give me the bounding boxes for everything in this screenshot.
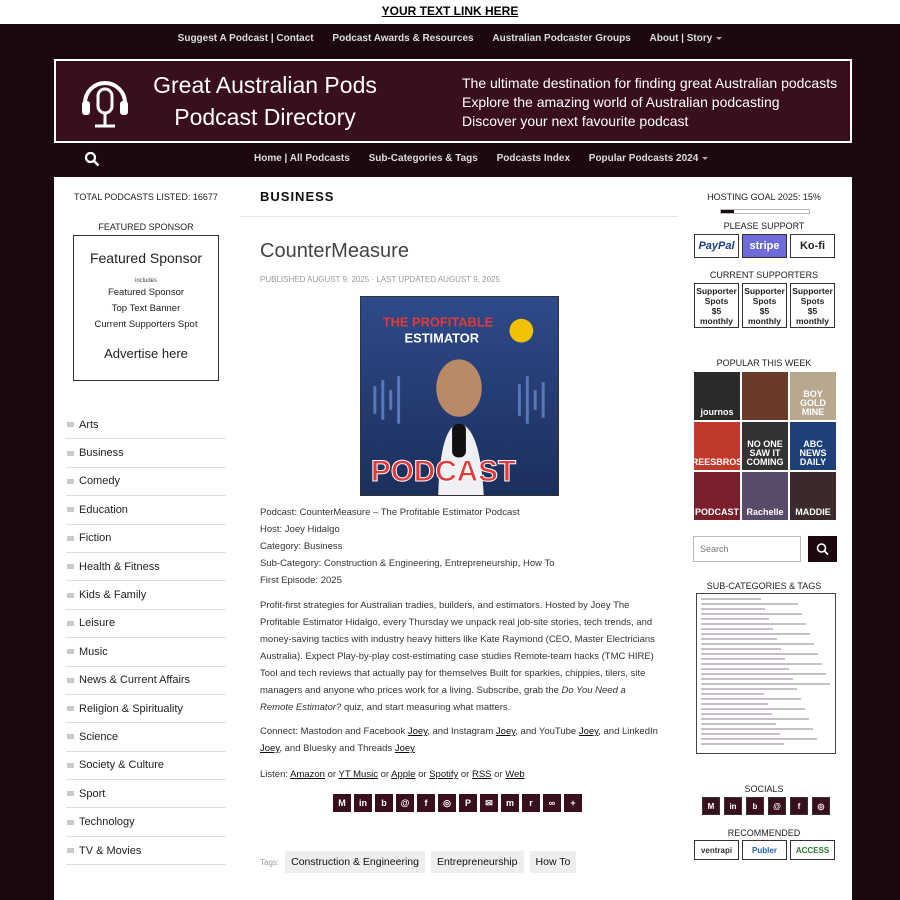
cover-podcast-text: PODCAST — [370, 455, 517, 489]
tag-cloud-line — [701, 723, 776, 725]
section-title: BUSINESS — [260, 189, 335, 204]
folder-icon — [67, 621, 74, 626]
facebook-icon[interactable]: f — [790, 797, 808, 815]
nav-index[interactable]: Podcasts Index — [496, 153, 570, 164]
connect-text: , and Bluesky and Threads — [279, 743, 395, 754]
connect-text: Connect: Mastodon and Facebook — [260, 726, 408, 737]
featured-line-2: Top Text Banner — [111, 303, 181, 314]
category-label: Business — [79, 447, 124, 460]
featured-includes: includes — [134, 278, 157, 284]
popular-podcast-thumb[interactable]: ABC NEWS DAILY — [790, 422, 836, 470]
socials-label: SOCIALS — [744, 784, 784, 794]
tag-cloud-line — [701, 623, 806, 625]
category-item[interactable] — [66, 808, 226, 836]
email-icon[interactable]: ✉ — [480, 794, 498, 812]
mastodon-icon[interactable]: M — [702, 797, 720, 815]
reddit-icon[interactable]: r — [522, 794, 540, 812]
connect-facebook-link[interactable]: Joey — [407, 726, 428, 737]
category-label: Society & Culture — [79, 759, 164, 772]
category-label: Music — [79, 645, 108, 658]
top-text-link[interactable]: YOUR TEXT LINK HERE — [381, 4, 519, 18]
supporter-line: Supporter — [792, 286, 833, 296]
category-item[interactable] — [66, 411, 226, 439]
listen-separator: or — [491, 769, 506, 780]
page-title: CounterMeasure — [260, 240, 409, 262]
connect-threads-link[interactable]: Joey — [394, 743, 415, 754]
page-content — [54, 177, 852, 900]
folder-icon — [67, 791, 74, 796]
folder-icon — [67, 734, 74, 739]
category-item[interactable] — [66, 667, 226, 695]
tag-cloud-line — [701, 733, 780, 735]
detail-podcast: Podcast: CounterMeasure – The Profitable Estimator Podcast — [260, 507, 520, 518]
featured-line-3: Current Supporters Spot — [94, 319, 198, 330]
popular-podcast-thumb[interactable] — [742, 372, 788, 420]
listen-separator: or — [377, 769, 392, 780]
folder-icon — [67, 507, 74, 512]
nav-subcategories[interactable]: Sub-Categories & Tags — [368, 153, 478, 164]
stripe-button[interactable]: stripe — [742, 234, 787, 258]
category-item[interactable] — [66, 525, 226, 553]
category-item[interactable] — [66, 581, 226, 609]
category-label: Religion & Spirituality — [79, 702, 183, 715]
tag-link[interactable]: How To — [530, 851, 577, 873]
category-item[interactable] — [66, 638, 226, 666]
please-support-label: PLEASE SUPPORT — [723, 221, 805, 231]
category-label: Science — [79, 730, 119, 743]
more-icon[interactable]: + — [564, 794, 582, 812]
instagram-icon[interactable]: ◎ — [812, 797, 830, 815]
tag-cloud-line — [701, 688, 797, 690]
category-label: Education — [79, 503, 128, 516]
post-tags — [260, 851, 576, 873]
category-label: Sport — [79, 787, 106, 800]
category-item[interactable] — [66, 837, 226, 865]
supporter-line: Spots — [800, 296, 825, 306]
category-label: Leisure — [79, 617, 116, 630]
copy-link-icon[interactable]: ∞ — [543, 794, 561, 812]
category-item[interactable] — [66, 752, 226, 780]
supporter-line: monthly — [747, 316, 782, 326]
tagline-3: Discover your next favourite podcast — [462, 113, 689, 129]
description-end: quiz, and start measuring what matters. — [341, 702, 511, 713]
tag-cloud-line — [701, 718, 809, 720]
tag-link[interactable]: Entrepreneurship — [431, 851, 524, 873]
cover-title-line1: THE PROFITABLE — [382, 314, 494, 330]
topnav-awards[interactable]: Podcast Awards & Resources — [332, 33, 474, 44]
listen-link[interactable]: Amazon — [290, 769, 325, 780]
supporter-spot[interactable] — [790, 283, 835, 328]
podcast-description — [260, 597, 660, 716]
folder-icon — [67, 649, 74, 654]
hosting-goal-progress — [720, 209, 810, 214]
category-label: Technology — [79, 816, 135, 829]
tag-cloud-line — [701, 678, 793, 680]
tag-cloud-line — [701, 633, 810, 635]
detail-category: Category: Business — [260, 541, 343, 552]
listen-links — [260, 766, 525, 783]
description-quiz-title: Do You Need a Remote Estimator? — [260, 685, 626, 713]
threads-icon[interactable]: @ — [396, 794, 414, 812]
connect-linkedin-link[interactable]: Joey — [260, 743, 280, 754]
total-podcasts: TOTAL PODCASTS LISTED: 16677 — [74, 192, 218, 202]
tag-cloud-line — [701, 698, 801, 700]
recommended-publer[interactable]: Publer — [742, 840, 787, 860]
folder-icon — [67, 848, 74, 853]
featured-line-1: Featured Sponsor — [107, 287, 185, 298]
connect-youtube-link[interactable]: Joey — [578, 726, 599, 737]
hosting-goal-label: HOSTING GOAL 2025: 15% — [707, 192, 821, 202]
topnav-about-label: About | Story — [649, 33, 713, 44]
recommended-ventrapi[interactable]: ventrapi — [694, 840, 739, 860]
folder-icon — [67, 422, 74, 427]
listen-separator: or — [415, 769, 430, 780]
tag-cloud-line — [701, 683, 830, 685]
paypal-button[interactable]: PayPal — [694, 234, 739, 258]
subcategories-tag-cloud[interactable] — [696, 593, 836, 754]
tag-cloud-line — [701, 608, 765, 610]
supporter-line: $5 — [807, 306, 818, 316]
listen-link[interactable]: Apple — [391, 769, 416, 780]
category-label: Health & Fitness — [79, 560, 160, 573]
tag-cloud-line — [701, 658, 785, 660]
folder-icon — [67, 593, 74, 598]
search-button[interactable] — [808, 536, 837, 562]
kofi-button[interactable]: Ko-fi — [790, 234, 835, 258]
folder-icon — [67, 763, 74, 768]
topnav-suggest[interactable]: Suggest A Podcast | Contact — [177, 33, 314, 44]
tag-cloud-line — [701, 648, 781, 650]
category-label: Arts — [79, 418, 99, 431]
popular-podcast-thumb[interactable]: REESBROS — [694, 422, 740, 470]
featured-heading: Featured Sponsor — [89, 250, 203, 266]
nav-home[interactable]: Home | All Podcasts — [254, 153, 350, 164]
category-label: TV & Movies — [79, 844, 142, 857]
tag-cloud-line — [701, 703, 768, 705]
hosting-goal-fill — [721, 210, 734, 213]
linkedin-icon[interactable]: in — [354, 794, 372, 812]
listen-separator: or — [324, 769, 339, 780]
popular-podcast-thumb[interactable]: journos — [694, 372, 740, 420]
supporter-line: monthly — [699, 316, 734, 326]
category-label: Fiction — [79, 532, 112, 545]
tag-cloud-line — [701, 693, 764, 695]
detail-subcategory: Sub-Category: Construction & Engineering, Entrepreneurship, How To — [260, 558, 555, 569]
listen-label: Listen: — [260, 769, 291, 780]
tag-cloud-line — [701, 673, 826, 675]
recommended-access[interactable]: ACCESS — [790, 840, 835, 860]
top-navigation — [0, 24, 900, 56]
pinterest-icon[interactable]: P — [459, 794, 477, 812]
featured-sponsor-box[interactable] — [73, 235, 219, 381]
popular-podcast-thumb[interactable]: Rachelle — [742, 472, 788, 520]
tag-cloud-line — [701, 618, 769, 620]
subcategories-tags-label: SUB-CATEGORIES & TAGS — [706, 581, 822, 591]
tag-cloud-line — [701, 668, 789, 670]
nav-popular-label: Popular Podcasts 2024 — [588, 153, 699, 164]
category-item[interactable] — [66, 553, 226, 581]
instagram-icon[interactable]: ◎ — [438, 794, 456, 812]
supporter-line: monthly — [795, 316, 830, 326]
tag-cloud-line — [701, 663, 822, 665]
folder-icon — [67, 820, 74, 825]
listen-separator: or — [458, 769, 472, 780]
folder-icon — [67, 678, 74, 683]
tagline-2: Explore the amazing world of Australian podcasting — [462, 94, 780, 110]
podcast-details — [260, 504, 555, 589]
mastodon-icon[interactable]: M — [333, 794, 351, 812]
facebook-icon[interactable]: f — [417, 794, 435, 812]
popular-podcast-thumb[interactable]: PODCAST — [694, 472, 740, 520]
tag-cloud-line — [701, 628, 773, 630]
supporter-line: Spots — [704, 296, 729, 306]
category-item[interactable] — [66, 695, 226, 723]
connect-text: , and LinkedIn — [598, 726, 658, 737]
site-title — [150, 69, 380, 133]
category-label: Comedy — [79, 475, 120, 488]
supporter-line: $5 — [759, 306, 770, 316]
folder-icon — [67, 451, 74, 456]
cover-title-line2: ESTIMATOR — [404, 330, 480, 346]
tags-label: Tags: — [260, 857, 280, 867]
search-input[interactable] — [693, 536, 801, 562]
top-text-banner — [0, 0, 900, 24]
folder-icon — [67, 706, 74, 711]
popular-podcast-thumb[interactable]: NO ONE SAW IT COMING — [742, 422, 788, 470]
share-buttons — [333, 794, 582, 812]
category-item[interactable] — [66, 496, 226, 524]
connect-instagram-link[interactable]: Joey — [495, 726, 516, 737]
listen-link[interactable]: Web — [505, 769, 525, 780]
listen-link[interactable]: YT Music — [338, 769, 378, 780]
folder-icon — [67, 536, 74, 541]
tag-cloud-line — [701, 713, 772, 715]
bluesky-icon[interactable]: b — [746, 797, 764, 815]
supporter-line: $5 — [711, 306, 722, 316]
recommended-label: RECOMMENDED — [727, 828, 801, 838]
category-item[interactable] — [66, 439, 226, 467]
messenger-icon[interactable]: m — [501, 794, 519, 812]
category-item[interactable] — [66, 468, 226, 496]
site-banner[interactable] — [54, 59, 852, 143]
description-text: Profit-first strategies for Australian tradies, builders, and estimators. Hosted by Joey The Profitable Estimator Hidalgo, every Thursday we unpack real job-site stories, tech trends, and money-saving tactics with industry heavy hitters like Kate Raymond (CEO, Master Electricians Australia). Expect Play-by-play cost-estimating case studies Remote-team hacks (TMC HIRE) Tool and tech reviews that actually pay for themselves Built for sparkies, chippies, tilers, site managers and anyone who prices work for a living. Subscribe, grab the — [260, 600, 655, 696]
bluesky-icon[interactable]: b — [375, 794, 393, 812]
connect-links — [260, 723, 660, 757]
tagline-1: The ultimate destination for finding great Australian podcasts — [462, 75, 838, 91]
tag-cloud-line — [701, 603, 798, 605]
category-item[interactable] — [66, 780, 226, 808]
supporter-spot[interactable] — [742, 283, 787, 328]
topnav-groups[interactable]: Australian Podcaster Groups — [492, 33, 631, 44]
tag-cloud-line — [701, 613, 802, 615]
tag-cloud-line — [701, 643, 814, 645]
site-title-line1: Great Australian Pods — [153, 72, 377, 98]
tag-link[interactable]: Construction & Engineering — [285, 851, 425, 873]
tag-cloud-line — [701, 598, 761, 600]
linkedin-icon[interactable]: in — [724, 797, 742, 815]
popular-week-label: POPULAR THIS WEEK — [716, 358, 812, 368]
supporter-spot[interactable] — [694, 283, 739, 328]
detail-host: Host: Joey Hidalgo — [260, 524, 340, 535]
supporter-line: Supporter — [744, 286, 785, 296]
main-navigation — [54, 143, 852, 177]
popular-podcast-thumb[interactable]: MADDIE — [790, 472, 836, 520]
podcast-cover-image — [360, 296, 559, 496]
site-taglines — [462, 74, 837, 131]
site-title-line2: Podcast Directory — [174, 104, 356, 130]
connect-text: , and Instagram — [427, 726, 496, 737]
topnav-about[interactable] — [650, 33, 723, 44]
folder-icon — [67, 564, 74, 569]
tag-cloud-line — [701, 738, 817, 740]
podcast-headphones-logo-icon — [80, 73, 130, 131]
category-label: Kids & Family — [79, 589, 147, 602]
connect-text: , and YouTube — [515, 726, 579, 737]
detail-first-episode: First Episode: 2025 — [260, 575, 342, 586]
supporter-line: Supporter — [696, 286, 737, 296]
divider — [240, 216, 678, 217]
folder-icon — [67, 479, 74, 484]
nav-popular[interactable] — [589, 153, 709, 164]
post-meta: PUBLISHED AUGUST 9, 2025 · LAST UPDATED AUGUST 9, 2025 — [260, 275, 500, 284]
tag-cloud-line — [701, 708, 805, 710]
popular-podcast-thumb[interactable]: BOY GOLD MINE — [790, 372, 836, 420]
listen-link[interactable]: Spotify — [429, 769, 459, 780]
current-supporters-label: CURRENT SUPPORTERS — [709, 270, 819, 280]
category-item[interactable] — [66, 723, 226, 751]
threads-icon[interactable]: @ — [768, 797, 786, 815]
chevron-down-icon — [702, 157, 708, 160]
advertise-link[interactable]: Advertise here — [104, 346, 188, 361]
tag-cloud-line — [701, 743, 784, 745]
featured-sponsor-label: FEATURED SPONSOR — [98, 222, 194, 232]
category-item[interactable] — [66, 610, 226, 638]
search-icon[interactable] — [84, 151, 100, 167]
tag-cloud-line — [701, 638, 777, 640]
tag-cloud-line — [701, 653, 818, 655]
supporter-line: Spots — [752, 296, 777, 306]
tag-cloud-line — [701, 728, 813, 730]
chevron-down-icon — [716, 37, 722, 40]
category-label: News & Current Affairs — [79, 674, 191, 687]
category-list — [66, 411, 226, 865]
listen-link[interactable]: RSS — [471, 769, 492, 780]
